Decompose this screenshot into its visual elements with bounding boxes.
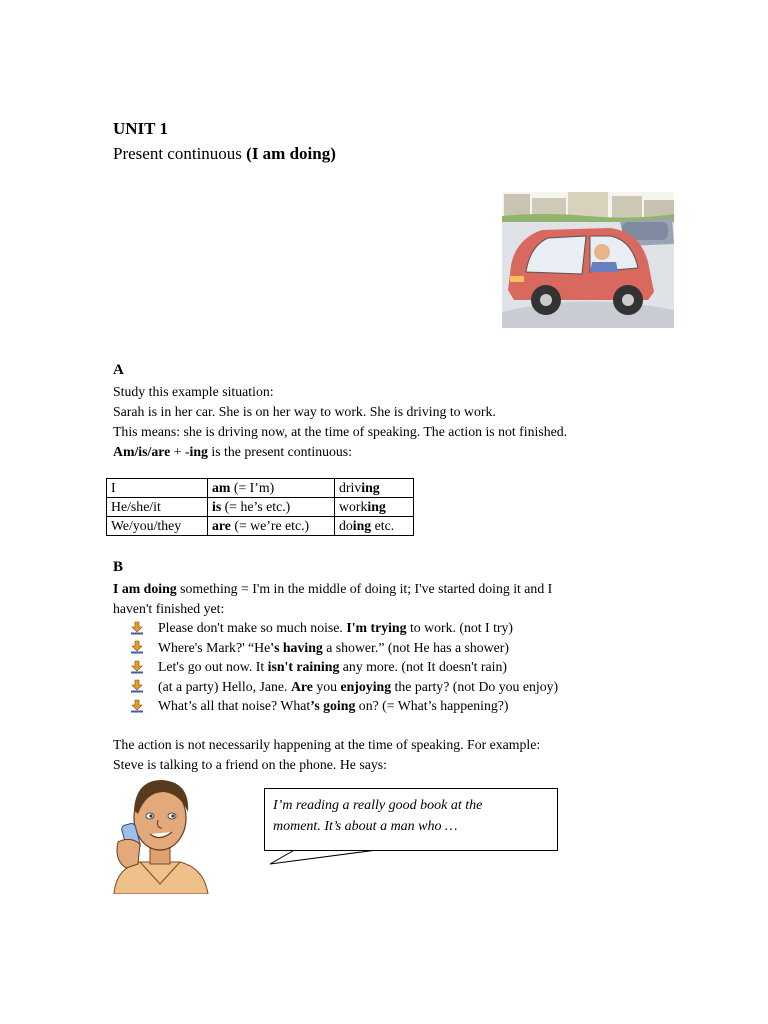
verb-rest: (= I’m) [230,480,275,495]
after-text-1: The action is not necessarily happening at the time of speaking. For example: [113,737,541,752]
list-item [130,657,558,677]
ex-e: the party? (not Do you enjoy) [391,678,559,694]
section-a-line3: This means: she is driving now, at the time of speaking. The action is not finished. [113,424,568,439]
verb-rest: (= we’re etc.) [230,518,310,533]
conjugation-table [106,478,414,536]
table-cell-subject: He/she/it [107,498,208,517]
page-title [113,144,336,164]
ex-plain: work [339,499,368,514]
ex-c: on? (= What’s happening?) [355,698,509,713]
verb-bold: am [212,480,231,495]
table-cell-subject: We/you/they [107,517,208,536]
ex-plain: driv [339,480,362,495]
table-row [107,479,414,498]
table-row [107,498,414,517]
ex-bold: ing [367,499,386,514]
section-a-line2: Sarah is in her car. She is on her way to work. She is driving to work. [113,404,496,419]
section-a-line4 [113,442,352,462]
page-title-bold: (I am doing) [246,144,336,163]
table-cell-verb [208,479,335,498]
ex-c: a shower.” (not He has a shower) [322,639,509,655]
table-cell-verb [208,517,335,536]
line4-rest: is the present continuous: [207,444,353,459]
ex-b: I'm trying [346,620,407,635]
section-b-intro-line2: haven't finished yet: [113,601,225,616]
section-a-line1: Study this example situation: [113,384,274,399]
ex-c: to work. (not I try) [406,620,514,635]
ex-a: Let's go out now. It [158,659,268,674]
ex-rest: etc. [371,518,395,533]
verb-bold: is [212,499,222,514]
arrow-bullet-icon [130,699,144,713]
arrow-bullet-icon [130,621,144,635]
list-item [130,618,558,638]
ex-a: Please don't make so much noise. [158,620,347,635]
list-item [130,677,558,697]
ex-a: Where's Mark?' “He [158,639,271,655]
ex-b: Are [290,678,313,694]
ex-b: ’s going [310,698,356,713]
speech-line-2: moment. It’s about a man who … [273,819,458,834]
ex-b: isn't raining [267,659,340,674]
arrow-bullet-icon [130,679,144,693]
am-is-are: Am/is/are [113,444,171,459]
arrow-bullet-icon [130,640,144,654]
intro-rest: something = I'm in the middle of doing it; I've started doing it and I [176,581,553,596]
section-b-intro [113,579,552,599]
ex-c: any more. (not It doesn't rain) [339,659,507,674]
man-on-phone-illustration [110,772,210,894]
list-item [130,638,558,658]
list-item [130,696,558,716]
section-a-label: A [113,362,124,378]
ex-b: 's having [270,639,323,655]
unit-title: UNIT 1 [113,119,168,138]
ex-plain: do [339,518,353,533]
speech-bubble-tail [268,848,398,868]
verb-bold: are [212,518,231,533]
table-cell-verb [208,498,335,517]
arrow-bullet-icon [130,660,144,674]
plus-ing-prefix: + - [170,444,190,459]
ex-a: What’s all that noise? What [158,698,311,713]
ing-suffix: ing [189,444,208,459]
speech-bubble [264,788,558,851]
table-cell-example [335,517,414,536]
ex-d: enjoying [340,678,392,694]
page-title-text: Present continuous [113,144,247,163]
verb-rest: (= he’s etc.) [221,499,291,514]
table-cell-subject: I [107,479,208,498]
example-list [130,618,558,716]
table-cell-example [335,479,414,498]
table-cell-example [335,498,414,517]
speech-line-1: I’m reading a really good book at the [273,798,483,813]
table-row [107,517,414,536]
section-b-label: B [113,559,124,575]
ex-bold: ing [361,480,380,495]
ex-c: you [312,678,341,694]
ex-a: (at a party) Hello, Jane. [158,678,291,694]
i-am-doing: I am doing [113,581,177,596]
after-text-2: Steve is talking to a friend on the phone. He says: [113,757,387,772]
car-illustration [502,192,674,328]
ex-bold: ing [352,518,372,533]
